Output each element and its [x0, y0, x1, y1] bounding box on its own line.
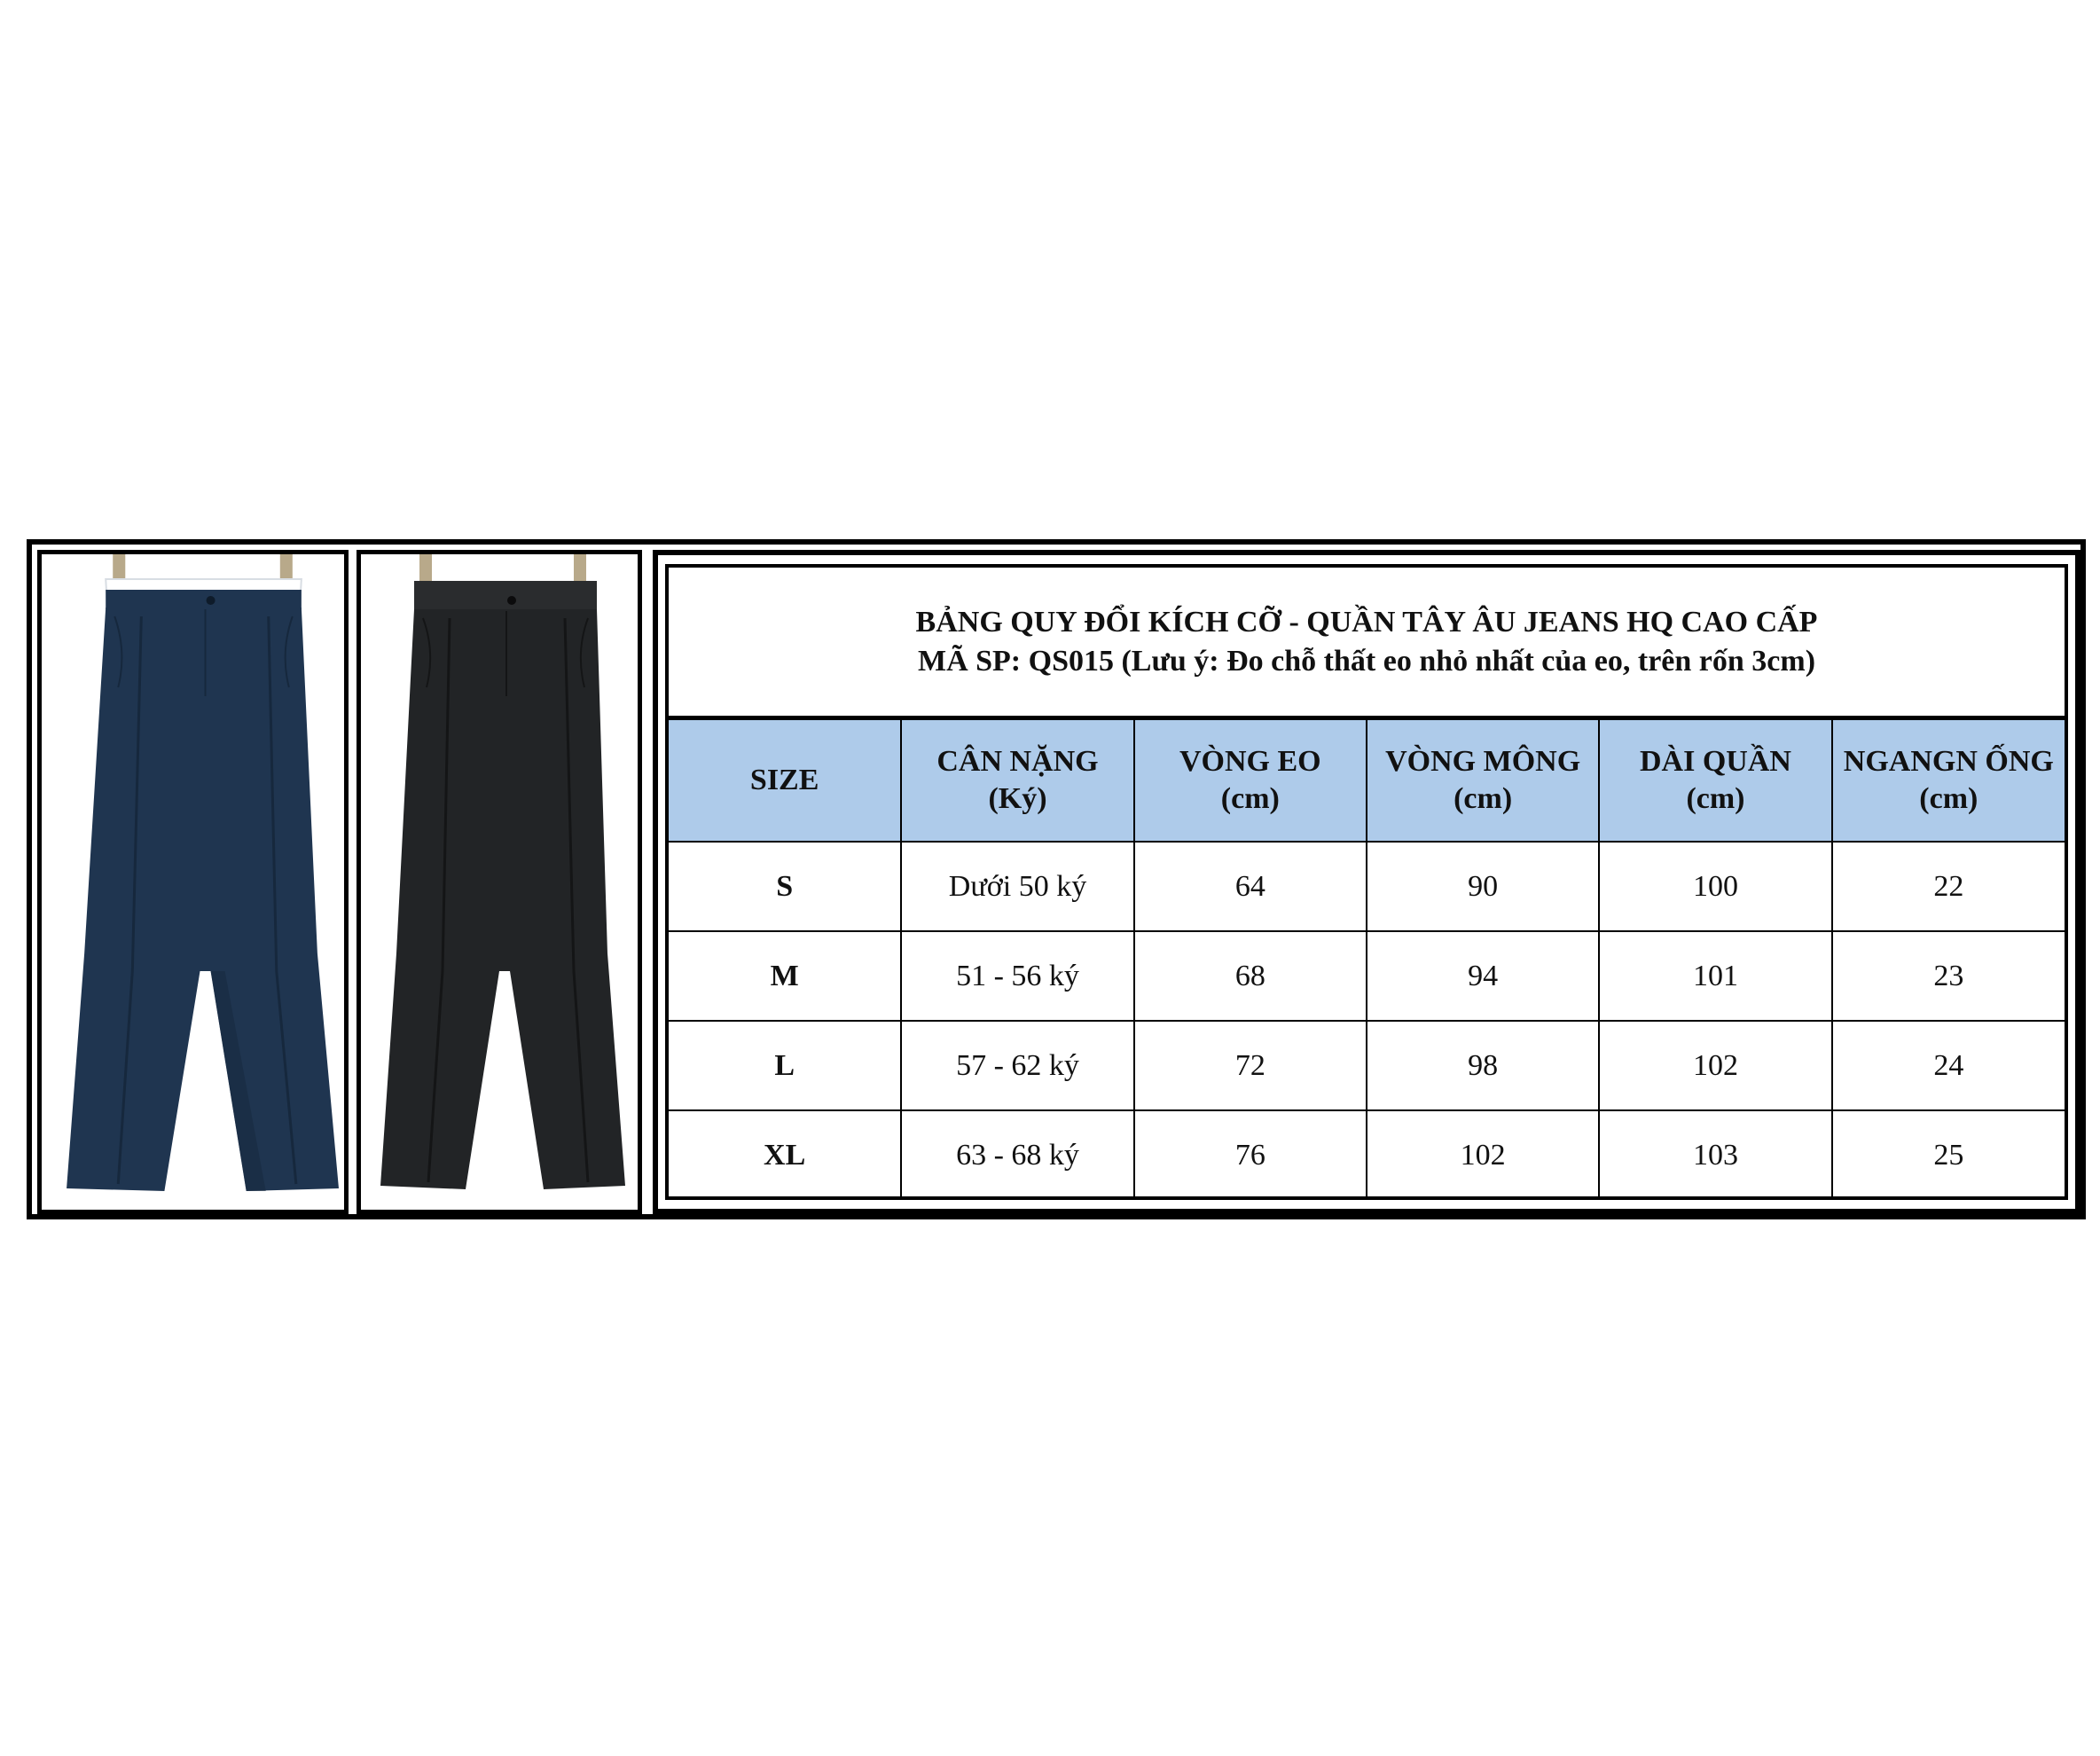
navy-pants-image [42, 554, 344, 1210]
table-row [669, 1021, 2065, 1110]
waist-cell: 68 [1134, 931, 1367, 1021]
navy-pants-photo [37, 550, 349, 1214]
title-line-2: MÃ SP: QS015 (Lưu ý: Đo chỗ thất eo nhỏ nhất của eo, trên rốn 3cm) [917, 644, 1816, 678]
header-leg-opening: NGANGN ỐNG (cm) [1832, 719, 2065, 842]
size-chart [653, 550, 2080, 1214]
size-cell: S [669, 842, 901, 931]
hip-cell: 98 [1367, 1021, 1599, 1110]
header-hip: VÒNG MÔNG (cm) [1367, 719, 1599, 842]
length-cell: 101 [1599, 931, 1831, 1021]
leg-opening-cell: 25 [1832, 1110, 2065, 1199]
table-header-row [669, 719, 2065, 842]
black-pants-photo [357, 550, 642, 1214]
header-waist: VÒNG EO (cm) [1134, 719, 1367, 842]
length-cell: 102 [1599, 1021, 1831, 1110]
waist-cell: 64 [1134, 842, 1367, 931]
weight-cell: 57 - 62 ký [901, 1021, 1133, 1110]
size-cell: L [669, 1021, 901, 1110]
weight-cell: 63 - 68 ký [901, 1110, 1133, 1199]
weight-cell: 51 - 56 ký [901, 931, 1133, 1021]
leg-opening-cell: 22 [1832, 842, 2065, 931]
product-banner [27, 539, 2086, 1219]
size-cell: XL [669, 1110, 901, 1199]
black-pants-image [361, 554, 638, 1210]
length-cell: 100 [1599, 842, 1831, 931]
leg-opening-cell: 23 [1832, 931, 2065, 1021]
hip-cell: 90 [1367, 842, 1599, 931]
header-length: DÀI QUẦN (cm) [1599, 719, 1831, 842]
hip-cell: 102 [1367, 1110, 1599, 1199]
length-cell: 103 [1599, 1110, 1831, 1199]
table-row [669, 931, 2065, 1021]
table-row [669, 1110, 2065, 1199]
table-row [669, 842, 2065, 931]
waist-cell: 76 [1134, 1110, 1367, 1199]
title-line-1: BẢNG QUY ĐỔI KÍCH CỠ - QUẦN TÂY ÂU JEANS HQ CAO CẤP [915, 605, 1818, 639]
header-weight: CÂN NẶNG (Ký) [901, 719, 1133, 842]
leg-opening-cell: 24 [1832, 1021, 2065, 1110]
weight-cell: Dưới 50 ký [901, 842, 1133, 931]
size-table [669, 718, 2065, 1199]
size-chart-inner [665, 564, 2068, 1200]
hip-cell: 94 [1367, 931, 1599, 1021]
size-chart-title [669, 568, 2065, 718]
header-size: SIZE [669, 719, 901, 842]
size-cell: M [669, 931, 901, 1021]
waist-cell: 72 [1134, 1021, 1367, 1110]
